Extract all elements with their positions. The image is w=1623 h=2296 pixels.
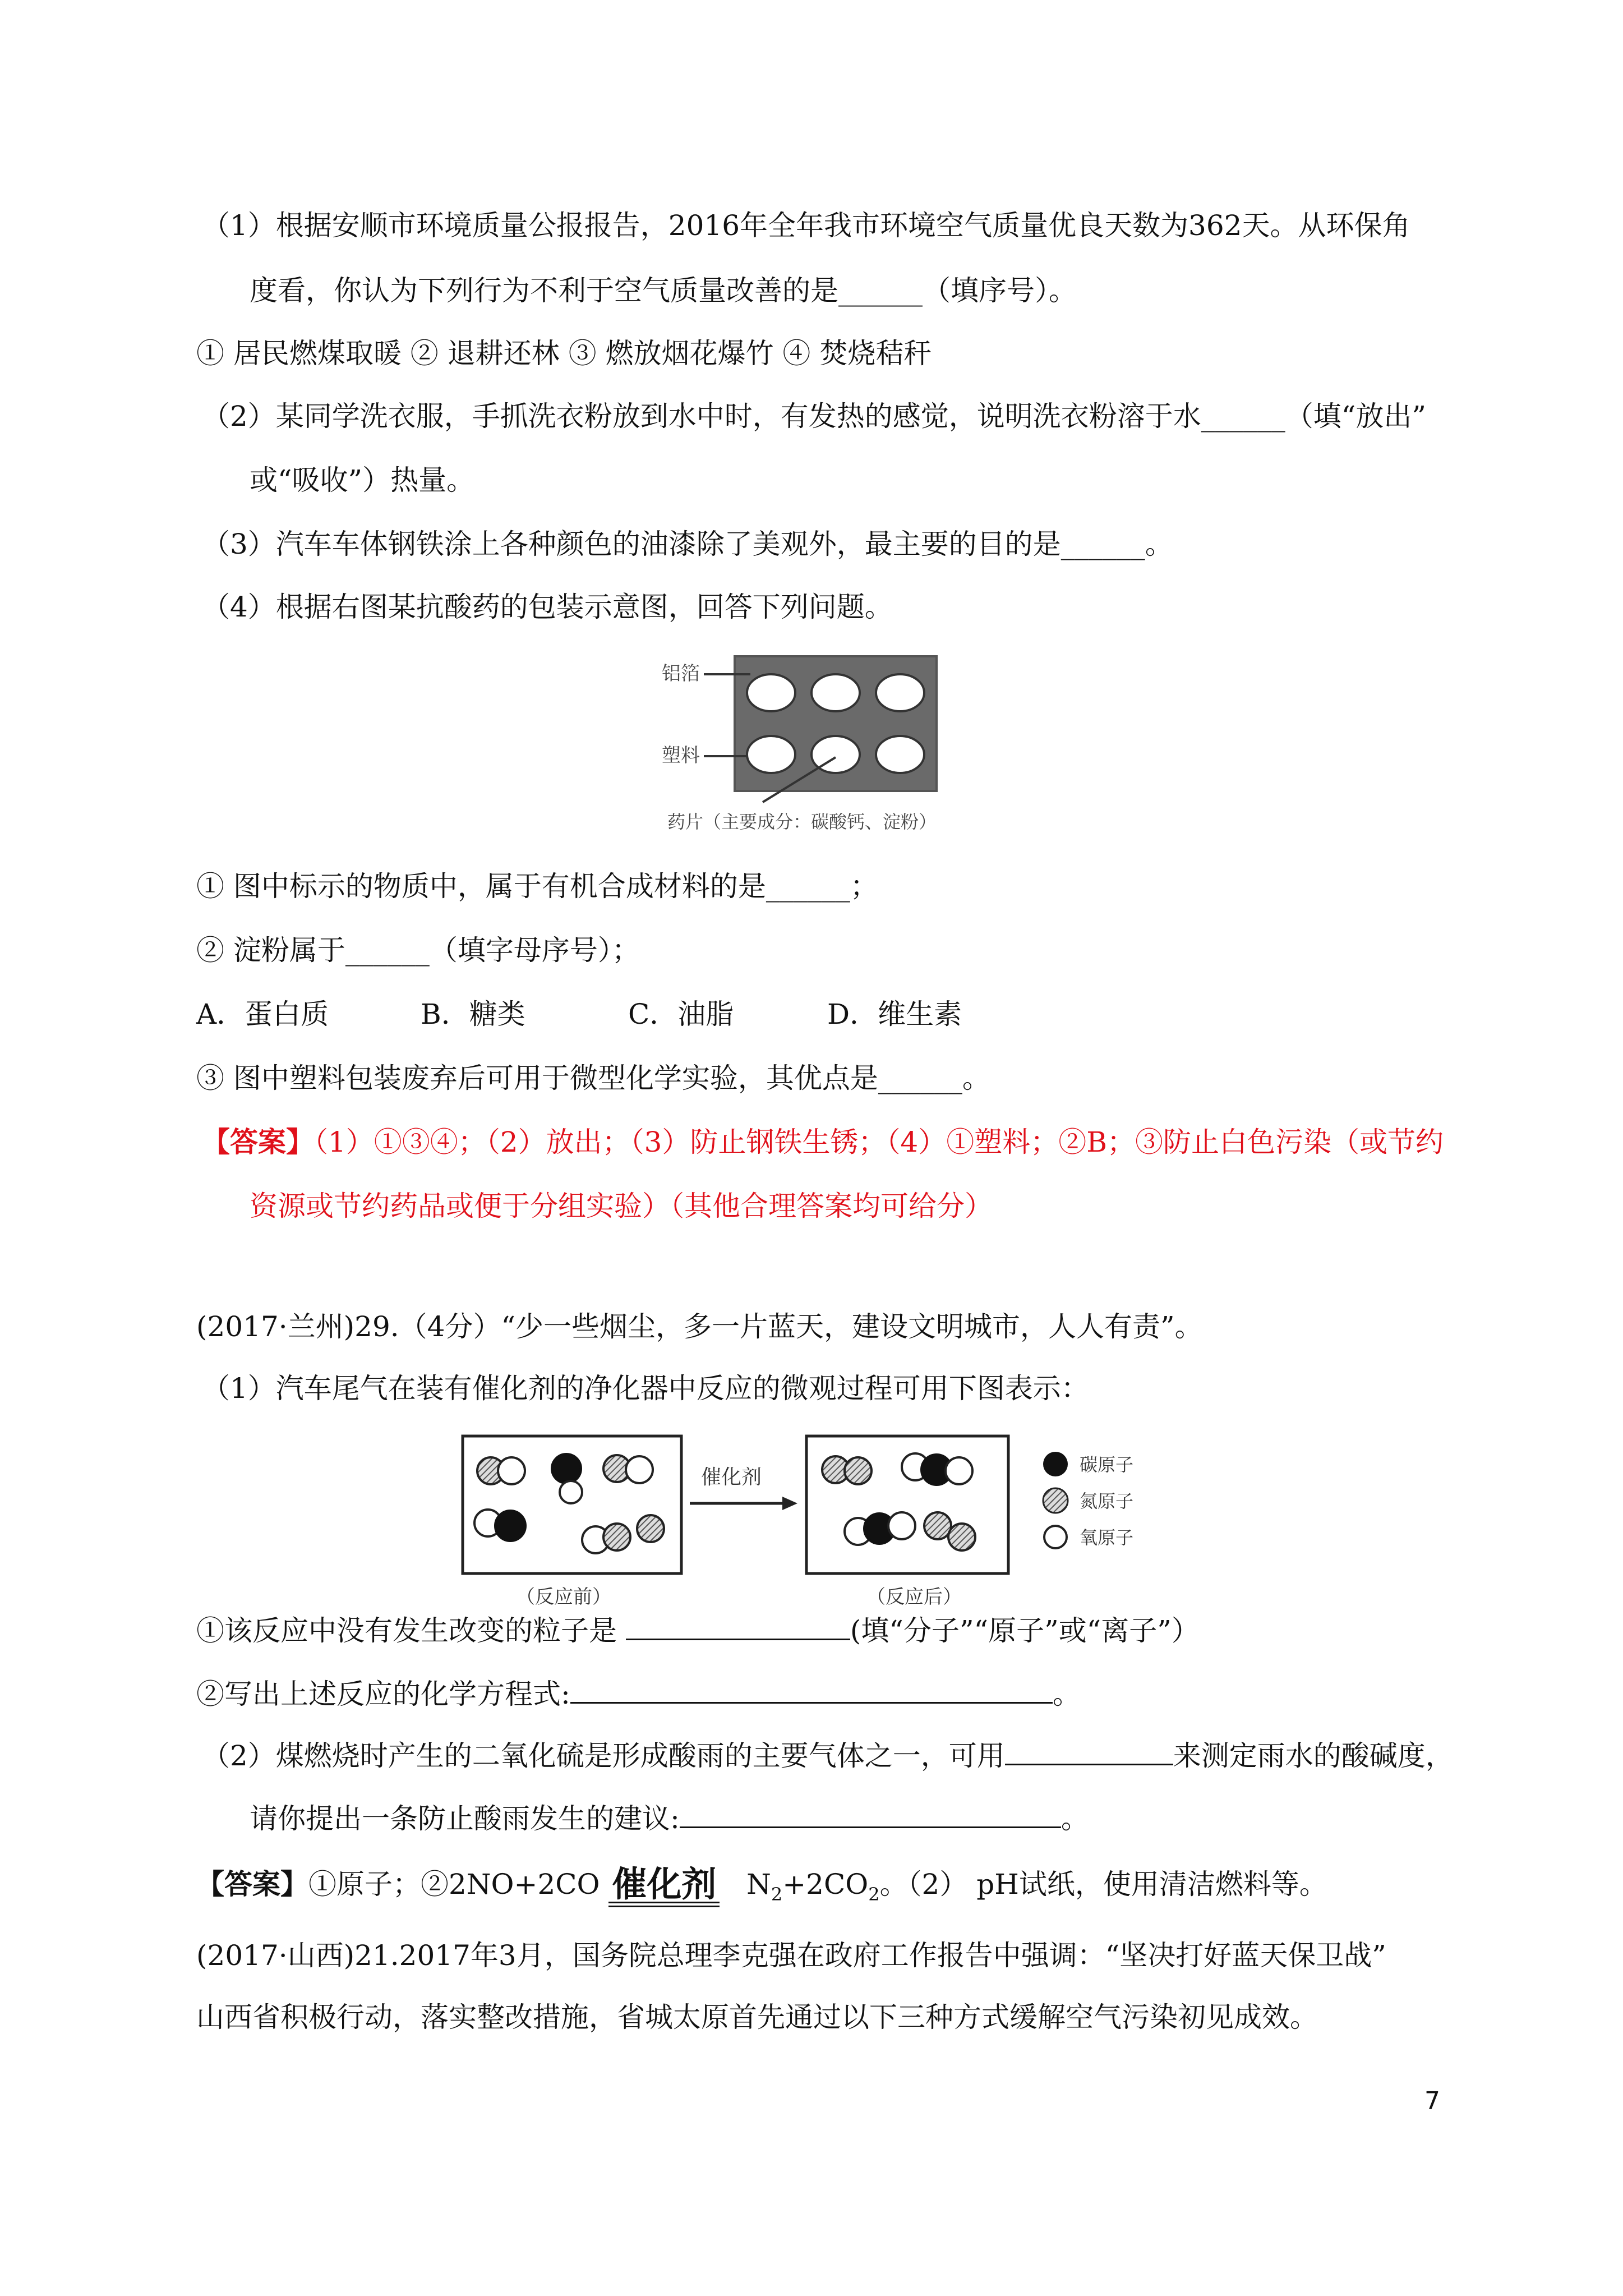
q2-paragraph-2b [250, 1801, 1089, 1835]
q2-sub-2-text: ②写出上述反应的化学方程式: [196, 1678, 570, 1710]
before-label: （反应前） [516, 1586, 611, 1608]
q2-sub-1-hint: (填“分子”“原子”或“离子”） [850, 1614, 1200, 1647]
choice-b: B．糖类 [421, 998, 525, 1030]
blank-suggestion [680, 1801, 1061, 1828]
blank-equation [570, 1676, 1053, 1704]
q1-paragraph-3: （3）汽车车体钢铁涂上各种颜色的油漆除了美观外，最主要的目的是______。 [202, 528, 1173, 560]
label-plastic: 塑料 [662, 744, 700, 767]
q2-sub-2-end: 。 [1052, 1678, 1081, 1710]
choice-a: A．蛋白质 [196, 998, 329, 1030]
q2-heading: (2017·兰州)29.（4分）“少一些烟尘，多一片蓝天，建设文明城市，人人有责”。 [196, 1310, 1203, 1343]
q1-choices [196, 997, 962, 1031]
q1-answer-line-1 [202, 1125, 1444, 1159]
q3-heading: (2017·山西)21.2017年3月，国务院总理李克强在政府工作报告中强调：“坚决打好蓝天保卫战” [196, 1939, 1386, 1972]
q1-sub-1: ① 图中标示的物质中，属于有机合成材料的是______； [196, 870, 878, 903]
q2-answer-n2-sub: 2 [771, 1884, 783, 1905]
blank-particle [626, 1613, 850, 1640]
q1-paragraph-4: （4）根据右图某抗酸药的包装示意图，回答下列问题。 [202, 591, 893, 623]
q2-paragraph-2a [202, 1738, 1454, 1773]
q2-answer-post: 。（2） pH试纸，使用清洁燃料等。 [879, 1868, 1327, 1901]
q1-paragraph-1b: 度看，你认为下列行为不利于空气质量改善的是______（填序号）。 [250, 274, 1077, 307]
after-label: （反应后） [866, 1586, 962, 1608]
q2-sub-1-text: ①该反应中没有发生改变的粒子是 [196, 1614, 617, 1647]
catalyst-condition: 催化剂 [608, 1867, 720, 1907]
q2-answer-co2-sub: 2 [868, 1884, 880, 1905]
q1-paragraph-1a: （1）根据安顺市环境质量公报报告，2016年全年我市环境空气质量优良天数为362天。从环保角 [202, 209, 1410, 242]
answer-text-a: （1）①③④；（2）放出；（3）防止钢铁生锈；（4）①塑料；②B；③防止白色污染（或节约 [314, 1126, 1444, 1158]
label-foil: 铝箔 [662, 662, 700, 685]
q2-paragraph-1: （1）汽车尾气在装有催化剂的净化器中反应的微观过程可用下图表示： [202, 1372, 1089, 1405]
choice-c: C．油脂 [628, 998, 734, 1030]
legend-oxygen: 氧原子 [1080, 1527, 1134, 1548]
reaction-diagram [449, 1425, 1189, 1610]
q2-answer-pre: ①原子；②2NO+2CO [308, 1868, 600, 1901]
q3-paragraph-1: 山西省积极行动，落实整改措施，省城太原首先通过以下三种方式缓解空气污染初见成效。 [196, 2001, 1318, 2033]
q2-p2-tail: 来测定雨水的酸碱度， [1173, 1740, 1454, 1772]
figure-caption: 药片（主要成分：碳酸钙、淀粉） [667, 811, 937, 832]
legend-nitrogen: 氮原子 [1080, 1490, 1134, 1512]
blank-ph [1005, 1738, 1173, 1765]
choice-d: D．维生素 [827, 998, 962, 1030]
q1-options: ① 居民燃煤取暖 ② 退耕还林 ③ 燃放烟花爆竹 ④ 焚烧秸秆 [196, 337, 932, 370]
q2-p2b-text: 请你提出一条防止酸雨发生的建议: [250, 1802, 680, 1835]
q1-sub-2: ② 淀粉属于______（填字母序号）； [196, 934, 640, 967]
q1-sub-3: ③ 图中塑料包装废弃后可用于微型化学实验，其优点是______。 [196, 1062, 990, 1094]
arrow-label: 催化剂 [701, 1466, 762, 1489]
legend-carbon: 碳原子 [1080, 1454, 1134, 1475]
q2-sub-1 [196, 1613, 1200, 1648]
q1-answer-line-2: 资源或节约药品或便于分组实验）（其他合理答案均可给分） [250, 1190, 993, 1222]
answer-tag: 【答案】 [202, 1125, 314, 1158]
q2-p2-text: （2）煤燃烧时产生的二氧化硫是形成酸雨的主要气体之一，可用 [202, 1740, 1005, 1772]
page-number: 7 [1424, 2087, 1440, 2115]
blister-pack-figure [651, 651, 965, 841]
q2-answer-mid: +2CO [782, 1868, 869, 1901]
q2-p2b-end: 。 [1061, 1802, 1089, 1835]
q2-answer [196, 1864, 1327, 1911]
q2-answer-tag: 【答案】 [196, 1867, 308, 1901]
q1-paragraph-2b: 或“吸收”）热量。 [250, 464, 475, 496]
q2-answer-n2: N [746, 1868, 771, 1901]
q2-sub-2 [196, 1676, 1081, 1711]
q1-paragraph-2a: （2）某同学洗衣服，手抓洗衣粉放到水中时，有发热的感觉，说明洗衣粉溶于水______（填“放出” [202, 400, 1426, 432]
